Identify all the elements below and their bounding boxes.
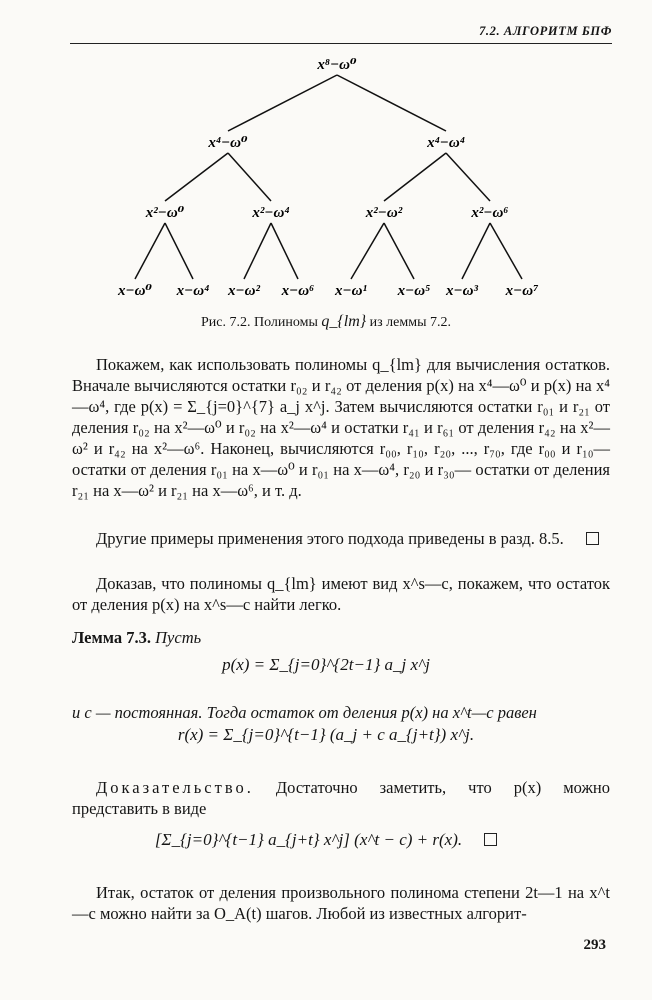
tree-node-level3: x−ω⁰ [117,283,153,299]
lemma-title: Лемма 7.3. [72,628,151,647]
page-number: 293 [583,937,606,953]
tree-node-level3: x−ω⁷ [505,283,539,299]
tree-edge [135,223,165,279]
proof-text: Достаточно заметить, что p(x) можно представить в виде [72,778,610,818]
polynomial-tree-figure [0,55,652,305]
tree-node-level2: x²−ω⁴ [252,205,290,221]
tree-node-level2: x²−ω² [365,205,403,221]
header-rule [70,43,612,44]
tree-node-level0: x⁸−ω⁰ [317,57,357,73]
tree-edge [228,75,337,131]
figure-caption [0,313,652,331]
tree-node-level1: x⁴−ω⁰ [208,135,248,151]
lemma-intro: Пусть [155,628,202,647]
tree-edge [337,75,446,131]
tree-node-level2: x²−ω⁶ [471,205,509,221]
lemma-statement [72,627,610,648]
tree-node-level3: x−ω⁶ [281,283,315,299]
tree-node-level3: x−ω⁴ [176,283,210,299]
proof-paragraph [72,777,610,819]
paragraph-remainders: Покажем, как использовать полиномы q_{lm} для вычисления остатков. Вначале вычисляются остатки r₀₂ и r₄₂ от деления p(x) на x⁴—ω⁰ и p(x) на x⁴—ω⁴, где p(x) = Σ_{j=0}^{7} a_j x^j. Затем вычисляются остатки r₀₁ и r₂₁ от деления r₀₂ на x²—ω⁰ и r₀₂ на x²—ω⁴ и остатки r₄₁ и r₆₁ от деления r₄₂ на x²—ω² и r₄₂ на x²—ω⁶. Наконец, вычисляются r₀₀, r₁₀, r₂₀, ..., r₇₀, где r₀₀ и r₁₀— остатки от деления r₀₁ на x—ω⁰ и r₀₁ на x—ω⁴, r₂₀ и r₃₀— остатки от деления r₂₁ на x—ω² и r₂₁ на x—ω⁶, и т. д. [72,355,610,500]
tree-edge [244,223,271,279]
tree-edge [446,153,490,201]
tree-edge [462,223,490,279]
paragraph-other-examples [72,528,610,549]
tree-node-level3: x−ω³ [446,283,478,299]
qed-box-icon [586,532,599,545]
running-header [0,22,652,46]
qed-box-icon [484,833,497,846]
tree-edge [228,153,271,201]
tree-edge [351,223,384,279]
caption-suffix: из леммы 7.2. [369,315,452,330]
tree-node-level3: x−ω² [228,283,260,299]
formula-decomposition [0,830,652,850]
formula-r-of-x: r(x) = Σ_{j=0}^{t−1} (a_j + c a_{j+t}) x^j. [177,725,475,744]
tree-edge [271,223,298,279]
formula-decomposition-text: [Σ_{j=0}^{t−1} a_{j+t} x^j] (x^t − c) + r(x). [154,830,463,849]
tree-edge [384,223,414,279]
proof-label: Доказательство. [96,778,254,797]
formula-p-of-x: p(x) = Σ_{j=0}^{2t−1} a_j x^j [222,655,430,674]
caption-symbol: q_{lm} [321,313,367,330]
tree-node-level3: x−ω¹ [335,283,367,299]
lemma-body: и c — постоянная. Тогда остаток от деления p(x) на x^t—c равен [72,703,537,722]
tree-edge [165,223,193,279]
caption-prefix: Рис. 7.2. Полиномы [200,315,318,330]
paragraph-other-examples-text: Другие примеры применения этого подхода приведены в разд. 8.5. [96,529,564,548]
tree-node-level2: x²−ω⁰ [145,205,185,221]
tree-edge [165,153,228,201]
header-title: 7.2. АЛГОРИТМ БПФ [479,24,612,38]
tree-edge [384,153,446,201]
paragraph-qlm-form: Доказав, что полиномы q_{lm} имеют вид x^s—c, покажем, что остаток от деления p(x) на x^s—c найти легко. [72,574,610,614]
paragraph-conclusion: Итак, остаток от деления произвольного полинома степени 2t—1 на x^t—c можно найти за O_A(t) шагов. Любой из известных алгорит- [72,883,610,923]
tree-edge [490,223,522,279]
tree-node-level1: x⁴−ω⁴ [427,135,465,151]
tree-node-level3: x−ω⁵ [397,283,431,299]
